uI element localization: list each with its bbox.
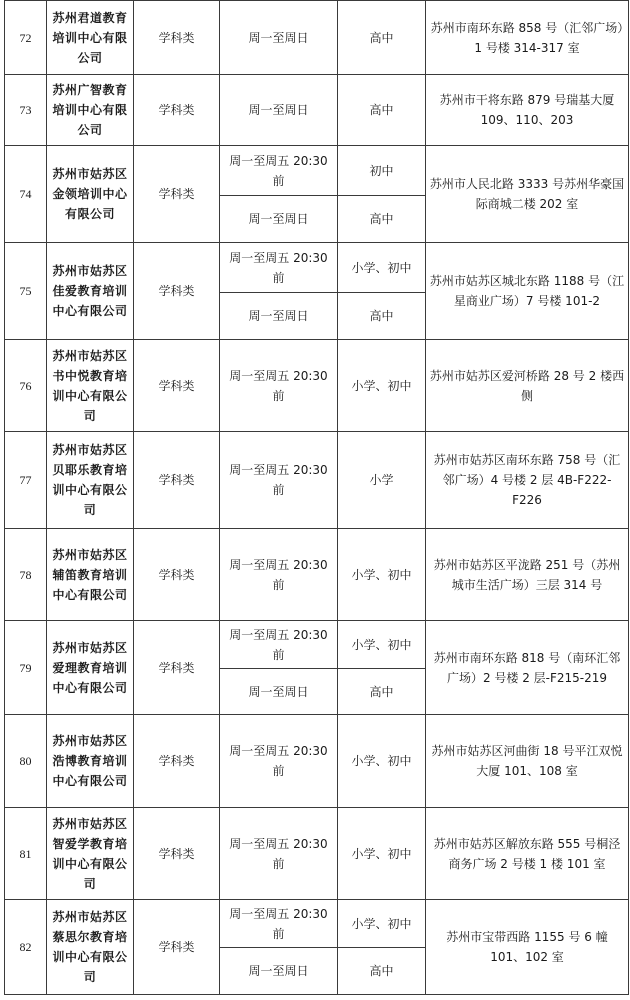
school-level: 高中 [338, 293, 426, 340]
institution-name: 苏州市姑苏区浩博教育培训中心有限公司 [47, 715, 134, 808]
schedule-time: 周一至周五 20:30 前 [220, 621, 338, 669]
schedule-time: 周一至周日 [220, 948, 338, 995]
school-level: 初中 [338, 146, 426, 196]
address-cell: 苏州市南环东路 858 号（汇邻广场）1 号楼 314-317 室 [426, 1, 629, 75]
schedule-time: 周一至周日 [220, 293, 338, 340]
school-level: 小学 [338, 432, 426, 529]
schedule-time: 周一至周五 20:30 前 [220, 243, 338, 293]
school-level: 小学、初中 [338, 900, 426, 948]
category-cell: 学科类 [134, 243, 220, 340]
schedule-time: 周一至周五 20:30 前 [220, 900, 338, 948]
institution-name: 苏州市姑苏区书中悦教育培训中心有限公司 [47, 340, 134, 432]
category-cell: 学科类 [134, 715, 220, 808]
row-number: 79 [5, 621, 47, 715]
schedule-time: 周一至周五 20:30 前 [220, 715, 338, 808]
schedule-time: 周一至周日 [220, 196, 338, 243]
row-number: 78 [5, 529, 47, 621]
schedule-time: 周一至周五 20:30 前 [220, 146, 338, 196]
schedule-time: 周一至周五 20:30 前 [220, 808, 338, 900]
address-cell: 苏州市姑苏区河曲街 18 号平江双悦大厦 101、108 室 [426, 715, 629, 808]
institution-name: 苏州市姑苏区佳爱教育培训中心有限公司 [47, 243, 134, 340]
schedule-time: 周一至周五 20:30 前 [220, 529, 338, 621]
category-cell: 学科类 [134, 75, 220, 146]
schedule-time: 周一至周日 [220, 1, 338, 75]
table-row [5, 75, 629, 146]
institution-name: 苏州市姑苏区蔡思尔教育培训中心有限公司 [47, 900, 134, 995]
row-number: 77 [5, 432, 47, 529]
row-number: 74 [5, 146, 47, 243]
address-cell: 苏州市姑苏区平泷路 251 号（苏州城市生活广场）三层 314 号 [426, 529, 629, 621]
row-number: 80 [5, 715, 47, 808]
table-row [5, 243, 629, 293]
school-level: 小学、初中 [338, 243, 426, 293]
table-row [5, 900, 629, 948]
school-level: 小学、初中 [338, 340, 426, 432]
school-level: 高中 [338, 196, 426, 243]
category-cell: 学科类 [134, 146, 220, 243]
institution-name: 苏州市姑苏区贝耶乐教育培训中心有限公司 [47, 432, 134, 529]
row-number: 72 [5, 1, 47, 75]
schedule-time: 周一至周五 20:30 前 [220, 340, 338, 432]
institution-name: 苏州广智教育培训中心有限公司 [47, 75, 134, 146]
school-level: 高中 [338, 669, 426, 715]
category-cell: 学科类 [134, 621, 220, 715]
school-level: 高中 [338, 948, 426, 995]
institution-name: 苏州市姑苏区智爱学教育培训中心有限公司 [47, 808, 134, 900]
table-row [5, 1, 629, 75]
school-level: 小学、初中 [338, 808, 426, 900]
category-cell: 学科类 [134, 808, 220, 900]
table-row [5, 340, 629, 432]
address-cell: 苏州市姑苏区爱河桥路 28 号 2 楼西侧 [426, 340, 629, 432]
school-level: 小学、初中 [338, 715, 426, 808]
address-cell: 苏州市姑苏区南环东路 758 号（汇邻广场）4 号楼 2 层 4B-F222-F226 [426, 432, 629, 529]
address-cell: 苏州市宝带西路 1155 号 6 幢 101、102 室 [426, 900, 629, 995]
school-level: 小学、初中 [338, 621, 426, 669]
schedule-time: 周一至周日 [220, 669, 338, 715]
table-row [5, 432, 629, 529]
table-row [5, 529, 629, 621]
row-number: 76 [5, 340, 47, 432]
address-cell: 苏州市姑苏区解放东路 555 号桐泾商务广场 2 号楼 1 楼 101 室 [426, 808, 629, 900]
address-cell: 苏州市人民北路 3333 号苏州华豪国际商城二楼 202 室 [426, 146, 629, 243]
table-row [5, 146, 629, 196]
school-level: 高中 [338, 1, 426, 75]
schedule-time: 周一至周日 [220, 75, 338, 146]
category-cell: 学科类 [134, 340, 220, 432]
row-number: 75 [5, 243, 47, 340]
institution-table [4, 0, 629, 995]
row-number: 81 [5, 808, 47, 900]
row-number: 82 [5, 900, 47, 995]
category-cell: 学科类 [134, 432, 220, 529]
row-number: 73 [5, 75, 47, 146]
table-row [5, 715, 629, 808]
table-row [5, 808, 629, 900]
school-level: 高中 [338, 75, 426, 146]
address-cell: 苏州市姑苏区城北东路 1188 号（江星商业广场）7 号楼 101-2 [426, 243, 629, 340]
schedule-time: 周一至周五 20:30 前 [220, 432, 338, 529]
address-cell: 苏州市干将东路 879 号瑞基大厦 109、110、203 [426, 75, 629, 146]
institution-name: 苏州市姑苏区爱理教育培训中心有限公司 [47, 621, 134, 715]
table-row [5, 621, 629, 669]
institution-name: 苏州市姑苏区金领培训中心有限公司 [47, 146, 134, 243]
address-cell: 苏州市南环东路 818 号（南环汇邻广场）2 号楼 2 层-F215-219 [426, 621, 629, 715]
institution-name: 苏州市姑苏区辅笛教育培训中心有限公司 [47, 529, 134, 621]
institution-name: 苏州君道教育培训中心有限公司 [47, 1, 134, 75]
category-cell: 学科类 [134, 1, 220, 75]
school-level: 小学、初中 [338, 529, 426, 621]
category-cell: 学科类 [134, 900, 220, 995]
category-cell: 学科类 [134, 529, 220, 621]
